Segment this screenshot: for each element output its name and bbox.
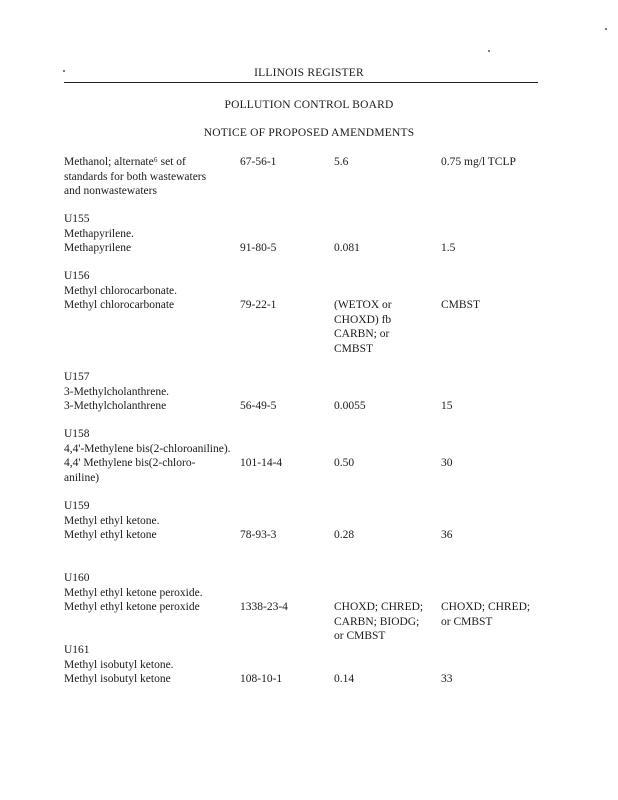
- cas-number: 91-80-5: [240, 242, 277, 254]
- nonwastewater-standard: CMBST: [441, 299, 480, 311]
- wastewater-standard: CHOXD; CHRED;: [334, 601, 424, 613]
- constituent-name: Methyl ethyl ketone.: [64, 514, 160, 527]
- constituent-name: Methyl chlorocarbonate: [64, 299, 175, 311]
- board-title: POLLUTION CONTROL BOARD: [224, 99, 394, 111]
- header-rule: [64, 82, 538, 83]
- constituent-name: Methyl chlorocarbonate.: [64, 284, 178, 297]
- wastewater-standard: 0.14: [334, 673, 355, 685]
- cas-number: 101-14-4: [240, 457, 283, 469]
- cas-number: 1338-23-4: [240, 601, 288, 613]
- constituent-name: Methanol; alternate⁶ set of: [64, 156, 186, 168]
- notice-title: NOTICE OF PROPOSED AMENDMENTS: [203, 127, 415, 139]
- wastewater-standard: CHOXD) fb: [334, 313, 392, 326]
- constituent-name: 4,4' Methylene bis(2-chloro-: [64, 457, 196, 469]
- constituent-name: 4,4'-Methylene bis(2-chloroaniline).: [64, 442, 231, 455]
- scan-speck: [488, 50, 490, 52]
- wastewater-standard: 0.0055: [334, 400, 366, 412]
- nonwastewater-standard: or CMBST: [441, 615, 493, 628]
- wastewater-standard: CARBN; BIODG;: [334, 615, 420, 628]
- cas-number: 78-93-3: [240, 529, 277, 541]
- constituent-name: standards for both wastewaters: [64, 170, 207, 183]
- nonwastewater-standard: CHOXD; CHRED;: [441, 601, 531, 613]
- cas-number: 67-56-1: [240, 156, 277, 168]
- wastewater-standard: 0.28: [334, 529, 355, 541]
- scan-speck: [605, 28, 607, 30]
- constituent-name: Methyl ethyl ketone peroxide: [64, 601, 200, 613]
- constituent-name: 3-Methylcholanthrene: [64, 400, 167, 412]
- wastewater-standard: 0.50: [334, 457, 355, 469]
- constituent-name: aniline): [64, 471, 100, 484]
- waste-code: U156: [64, 270, 90, 282]
- waste-code: U160: [64, 572, 90, 584]
- waste-code: U157: [64, 371, 90, 383]
- wastewater-standard: 5.6: [334, 156, 349, 168]
- wastewater-standard: or CMBST: [334, 630, 386, 642]
- cas-number: 79-22-1: [240, 299, 277, 311]
- constituent-name: Methyl isobutyl ketone: [64, 673, 171, 685]
- cas-number: 108-10-1: [240, 673, 283, 685]
- wastewater-standard: 0.081: [334, 242, 360, 254]
- nonwastewater-standard: 33: [441, 673, 453, 685]
- constituent-name: Methapyrilene.: [64, 227, 134, 240]
- register-title: ILLINOIS REGISTER: [254, 67, 364, 79]
- constituent-name: Methapyrilene: [64, 242, 132, 254]
- nonwastewater-standard: 0.75 mg/l TCLP: [441, 156, 516, 168]
- waste-code: U155: [64, 213, 90, 225]
- wastewater-standard: (WETOX or: [334, 299, 392, 311]
- constituent-name: and nonwastewaters: [64, 185, 157, 197]
- waste-code: U161: [64, 644, 90, 656]
- nonwastewater-standard: 15: [441, 400, 453, 412]
- wastewater-standard: CARBN; or: [334, 328, 390, 340]
- constituent-name: Methyl ethyl ketone peroxide.: [64, 586, 203, 599]
- nonwastewater-standard: 1.5: [441, 242, 456, 254]
- waste-code: U159: [64, 500, 90, 512]
- waste-code: U158: [64, 428, 90, 440]
- nonwastewater-standard: 36: [441, 529, 453, 541]
- constituent-name: Methyl ethyl ketone: [64, 529, 157, 541]
- constituent-name: 3-Methylcholanthrene.: [64, 385, 170, 398]
- cas-number: 56-49-5: [240, 400, 277, 412]
- nonwastewater-standard: 30: [441, 457, 453, 469]
- wastewater-standard: CMBST: [334, 342, 373, 355]
- constituent-name: Methyl isobutyl ketone.: [64, 658, 174, 671]
